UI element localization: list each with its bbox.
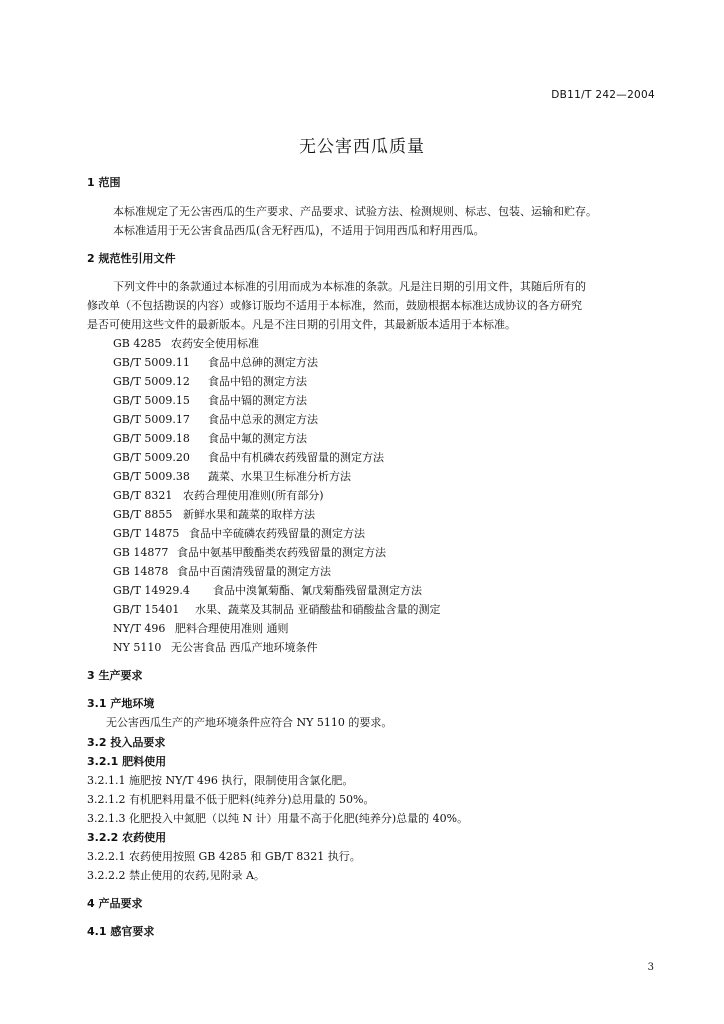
reference-code: GB/T 8321 [113,489,173,502]
reference-title: 农药安全使用标准 [171,337,259,350]
reference-item [113,527,365,541]
reference-title: 新鲜水果和蔬菜的取样方法 [183,508,315,521]
clause-3-2-2-2: 3.2.2.2 禁止使用的农药,见附录 A。 [87,869,265,882]
section-1-heading: 1 范围 [87,176,121,189]
reference-item [113,394,307,408]
reference-item [113,413,318,427]
reference-title: 食品中氟的测定方法 [208,432,307,445]
reference-title: 无公害食品 西瓜产地环境条件 [171,641,318,654]
reference-title: 肥料合理使用准则 通则 [175,622,289,635]
section-2-paragraph-line-3: 是否可使用这些文件的最新版本。凡是不注日期的引用文件，其最新版本适用于本标准。 [87,318,516,331]
reference-title: 食品中镉的测定方法 [208,394,307,407]
reference-item [113,432,307,446]
reference-item [113,337,259,351]
reference-item [113,622,289,636]
reference-code: GB/T 5009.38 [113,470,190,483]
reference-title: 食品中有机磷农药残留量的测定方法 [208,451,384,464]
reference-code: GB/T 8855 [113,508,173,521]
reference-item [113,508,315,522]
reference-code: GB/T 14875 [113,527,180,540]
reference-code: GB 14877 [113,546,169,559]
reference-title: 食品中铅的测定方法 [208,375,307,388]
reference-title: 食品中溴氰菊酯、氰戊菊酯残留量测定方法 [213,584,422,597]
reference-code: GB 14878 [113,565,169,578]
reference-code: GB/T 5009.17 [113,413,190,426]
document-title: 无公害西瓜质量 [299,137,425,157]
reference-code: GB/T 5009.12 [113,375,190,388]
section-1-paragraph-1: 本标准规定了无公害西瓜的生产要求、产品要求、试验方法、检测规则、标志、包装、运输和贮存。 [113,205,597,218]
reference-title: 食品中氨基甲酸酯类农药残留量的测定方法 [177,546,386,559]
reference-code: GB/T 5009.11 [113,356,190,369]
section-2-paragraph-line-2: 修改单（不包括勘误的内容）或修订版均不适用于本标准，然而，鼓励根据本标准达成协议的各方研究 [87,299,582,312]
reference-code: GB/T 5009.15 [113,394,190,407]
section-1-paragraph-2: 本标准适用于无公害食品西瓜(含无籽西瓜)，不适用于饲用西瓜和籽用西瓜。 [113,224,485,237]
section-3-2-heading: 3.2 投入品要求 [87,736,166,749]
reference-item [113,356,318,370]
section-4-1-heading: 4.1 感官要求 [87,925,155,938]
section-2-heading: 2 规范性引用文件 [87,252,176,265]
reference-item [113,603,441,617]
section-3-1-heading: 3.1 产地环境 [87,697,155,710]
reference-title: 食品中总砷的测定方法 [208,356,318,369]
reference-title: 食品中百菌清残留量的测定方法 [177,565,331,578]
reference-code: GB 4285 [113,337,162,350]
reference-item [113,641,318,655]
clause-3-2-1-2: 3.2.1.2 有机肥料用量不低于肥料(纯养分)总用量的 50%。 [87,793,375,806]
reference-item [113,546,386,560]
section-2-paragraph-line-1: 下列文件中的条款通过本标准的引用而成为本标准的条款。凡是注日期的引用文件，其随后所有的 [113,280,586,293]
reference-title: 农药合理使用准则(所有部分) [183,489,324,502]
reference-title: 蔬菜、水果卫生标准分析方法 [208,470,351,483]
reference-item [113,584,422,598]
reference-item [113,375,307,389]
section-3-2-1-heading: 3.2.1 肥料使用 [87,755,167,768]
document-code: DB11/T 242—2004 [551,89,655,101]
reference-code: GB/T 5009.18 [113,432,190,445]
reference-item [113,489,324,503]
clause-3-2-2-1: 3.2.2.1 农药使用按照 GB 4285 和 GB/T 8321 执行。 [87,850,361,863]
reference-item [113,470,351,484]
reference-code: GB/T 5009.20 [113,451,190,464]
clause-3-2-1-3: 3.2.1.3 化肥投入中氮肥（以纯 N 计）用量不高于化肥(纯养分)总量的 40%。 [87,812,469,825]
section-3-1-text: 无公害西瓜生产的产地环境条件应符合 NY 5110 的要求。 [106,716,393,729]
reference-title: 水果、蔬菜及其制品 亚硝酸盐和硝酸盐含量的测定 [195,603,441,616]
section-3-2-2-heading: 3.2.2 农药使用 [87,831,167,844]
page-number: 3 [647,962,654,973]
reference-item [113,451,384,465]
reference-code: GB/T 15401 [113,603,180,616]
clause-3-2-1-1: 3.2.1.1 施肥按 NY/T 496 执行，限制使用含氯化肥。 [87,774,354,787]
reference-code: NY/T 496 [113,622,166,635]
reference-code: NY 5110 [113,641,162,654]
reference-item [113,565,331,579]
reference-title: 食品中总汞的测定方法 [208,413,318,426]
reference-code: GB/T 14929.4 [113,584,190,597]
section-3-heading: 3 生产要求 [87,669,143,682]
section-4-heading: 4 产品要求 [87,897,143,910]
reference-title: 食品中辛硫磷农药残留量的测定方法 [189,527,365,540]
